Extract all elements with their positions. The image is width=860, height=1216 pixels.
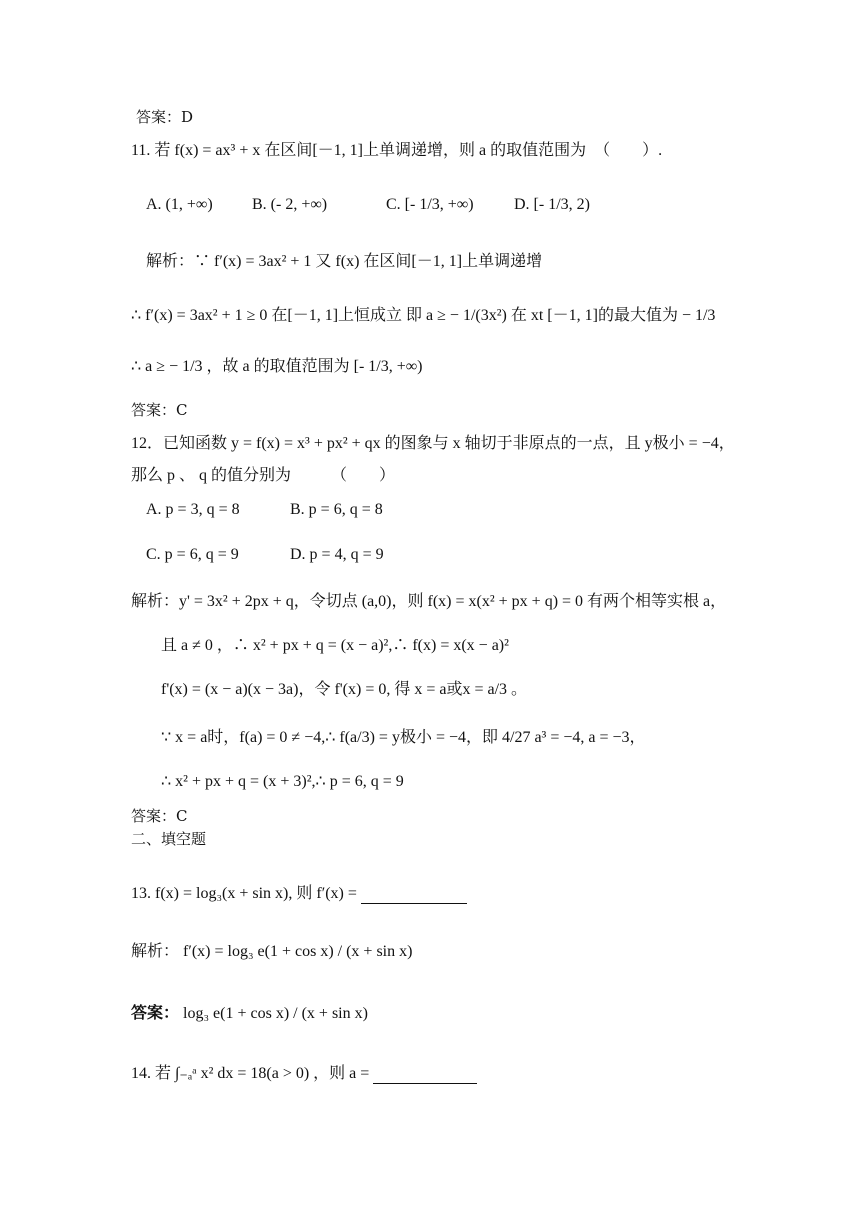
q12-stem-line1: 12．已知函数 y = f(x) = x³ + px² + qx 的图象与 x 轴切于非原点的一点，且 y极小 = −4，: [131, 435, 735, 452]
q12-solution-line2: 且 a ≠ 0 ，∴ x² + px + q = (x − a)²,∴ f(x) = x(x − a)²: [161, 637, 509, 654]
q13-solution: 解析： f′(x) = log₃ e(1 + cos x) / (x + sin x): [131, 943, 413, 960]
q14-stem: [131, 1064, 477, 1084]
q14-answer-blank[interactable]: [373, 1065, 477, 1084]
q11-solution-line3: ∴ a ≥ − 1/3 ，故 a 的取值范围为 [- 1/3, +∞): [131, 358, 423, 375]
q11-option-b: B. (- 2, +∞): [252, 196, 328, 213]
q11-stem: 11. 若 f(x) = ax³ + x 在区间[－1, 1]上单调递增，则 a 的取值范围为 （ ）.: [131, 142, 663, 159]
q11-option-c: C. [- 1/3, +∞): [386, 196, 474, 213]
q12-option-c: C. p = 6, q = 9: [146, 546, 239, 563]
q13-answer: [131, 1004, 368, 1024]
q11-option-d: D. [- 1/3, 2): [514, 196, 590, 213]
q13-answer-label: 答案：: [131, 1005, 180, 1022]
q13-stem-text: 13. f(x) = log₃(x + sin x), 则 f′(x) =: [131, 885, 357, 902]
q11-option-a: A. (1, +∞): [146, 196, 213, 213]
q12-solution-line5: ∴ x² + px + q = (x + 3)²,∴ p = 6, q = 9: [161, 773, 404, 790]
q13-stem: [131, 884, 467, 904]
q12-solution-line1: 解析：y' = 3x² + 2px + q，令切点 (a,0)，则 f(x) = x(x² + px + q) = 0 有两个相等实根 a，: [131, 593, 727, 610]
q12-option-b: B. p = 6, q = 8: [290, 501, 383, 518]
section-heading: 二、填空题: [131, 830, 207, 848]
prev-answer: 答案：D: [136, 108, 194, 126]
q12-solution-line4: ∵ x = a时，f(a) = 0 ≠ −4,∴ f(a/3) = y极小 = −4，即 4/27 a³ = −4, a = −3，: [161, 729, 646, 746]
q13-answer-expr: log₃ e(1 + cos x) / (x + sin x): [183, 1005, 368, 1022]
q12-solution-line3: f'(x) = (x − a)(x − 3a)，令 f'(x) = 0, 得 x = a或x = a/3 。: [161, 681, 528, 698]
q11-solution-line2: ∴ f′(x) = 3ax² + 1 ≥ 0 在[－1, 1]上恒成立 即 a ≥ − 1/(3x²) 在 xt [－1, 1]的最大值为 − 1/3: [131, 307, 716, 324]
q12-option-a: A. p = 3, q = 8: [146, 501, 240, 518]
q11-solution-line1: 解析：∵ f′(x) = 3ax² + 1 又 f(x) 在区间[－1, 1]上单调递增: [146, 253, 543, 270]
q13-answer-blank[interactable]: [361, 885, 467, 904]
q11-answer: 答案：C: [131, 401, 188, 419]
q12-stem-line2: 那么 p 、 q 的值分别为 （ ）: [131, 467, 396, 484]
q12-option-d: D. p = 4, q = 9: [290, 546, 384, 563]
q12-answer: 答案：C: [131, 807, 188, 825]
q14-stem-text: 14. 若 ∫₋ₐᵃ x² dx = 18(a > 0) ，则 a =: [131, 1065, 370, 1082]
